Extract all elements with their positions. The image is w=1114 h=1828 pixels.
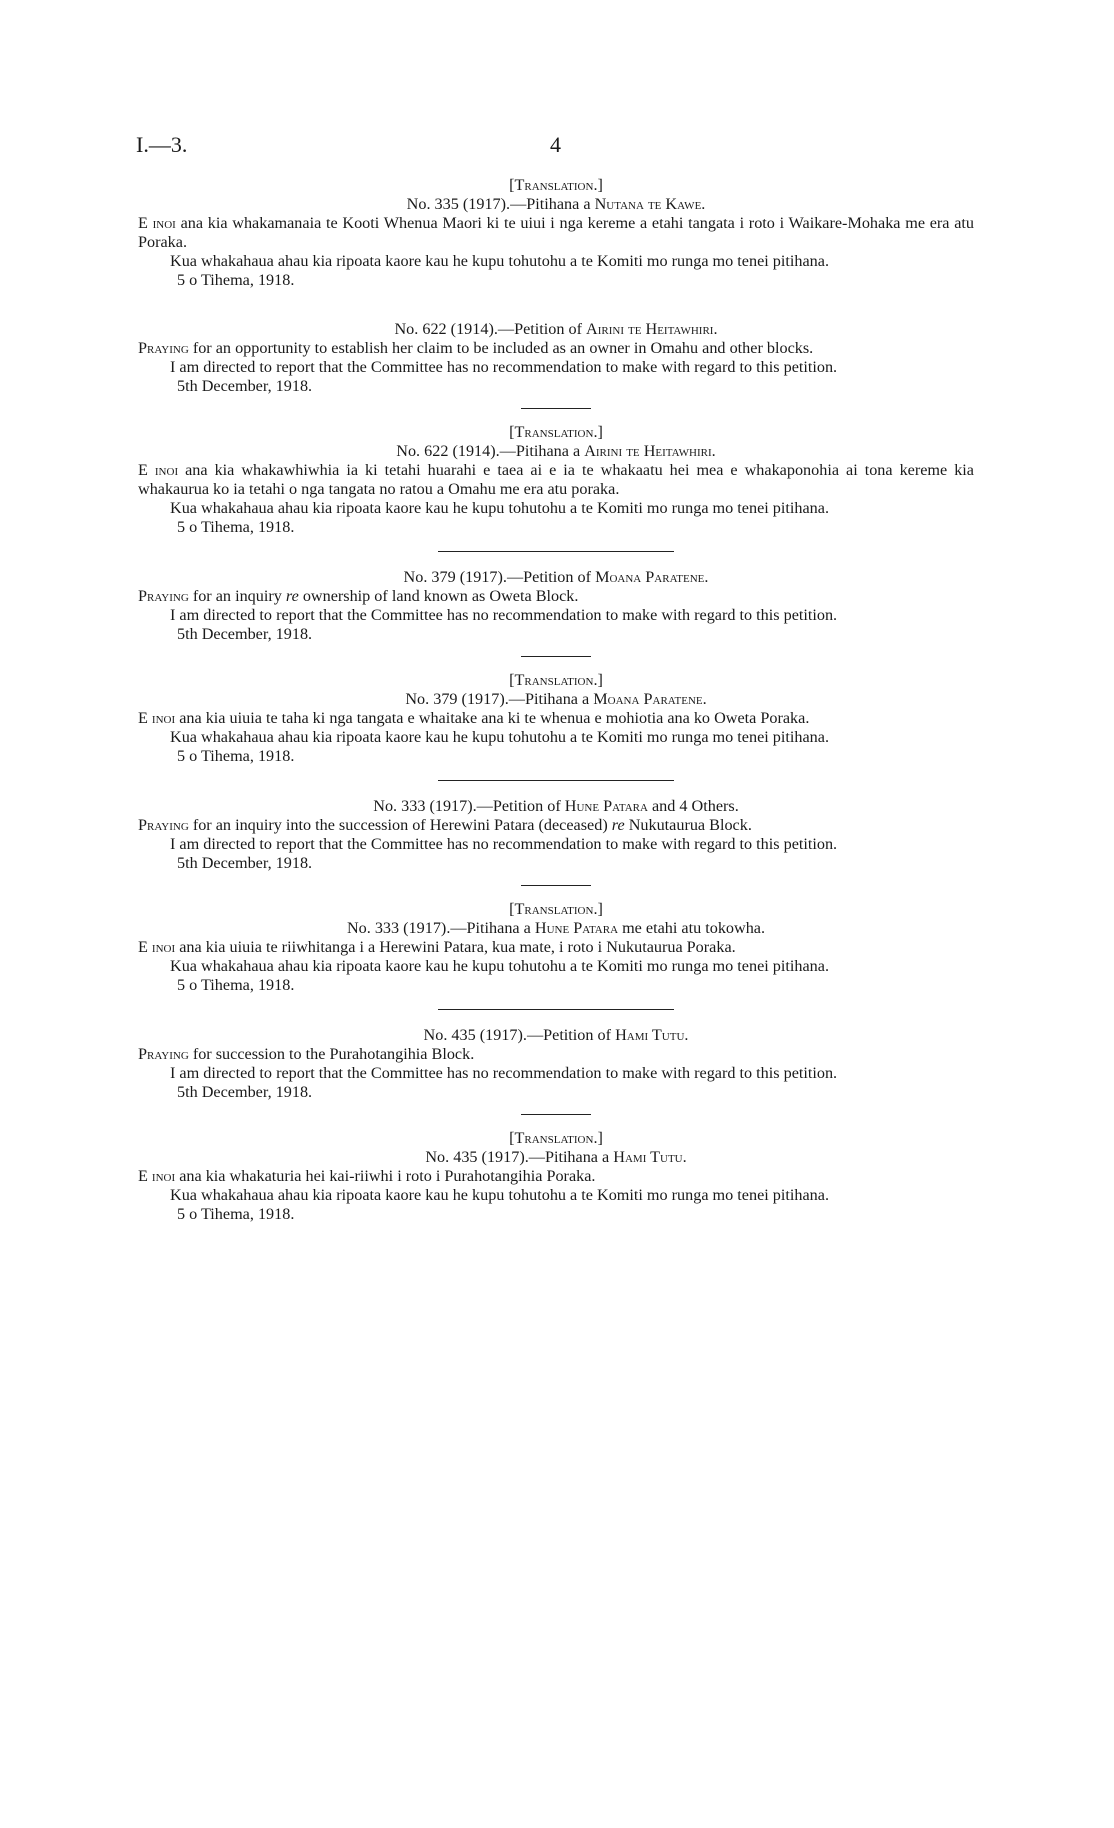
petition-number: No. 379 (1917).—Petition of <box>403 568 596 586</box>
prayer-lead: Praying <box>138 816 189 834</box>
petition-title: No. 333 (1917).—Pitihana a Hune Patara me etahi atu tokowha. <box>346 919 766 937</box>
petition-number: No. 622 (1914).—Pitihana a <box>396 442 585 460</box>
petition-prayer: E inoi ana kia whakaturia hei kai-riiwhi i roto i Purahotangihia Poraka. <box>138 1167 596 1185</box>
translation-label: [Translation.] <box>509 671 603 689</box>
petition-title <box>138 195 974 214</box>
petition-435 <box>138 1026 974 1102</box>
petition-title <box>138 690 974 709</box>
prayer-lead: E inoi <box>138 461 179 479</box>
section-divider-short <box>521 1114 591 1115</box>
petition-333 <box>138 797 974 873</box>
petition-number: No. 435 (1917).—Petition of <box>423 1026 616 1044</box>
committee-report: Kua whakahaua ahau kia ripoata kaore kau he kupu tohutohu a te Komiti mo runga mo tenei pitihana. <box>170 1186 829 1204</box>
petition-333-translation <box>138 900 974 995</box>
petitioner-name: Hune Patara <box>534 919 619 937</box>
petition-prayer: Praying for an inquiry into the succession of Herewini Patara (deceased) re Nukutaurua Block. <box>138 816 752 834</box>
petition-prayer: E inoi ana kia whakawhiwhia ia ki tetahi huarahi e taea ai e ia te whakaatu hei mea e whakaponohia ai tona kereme kia whakaurua ko ia tetahi o nga tangata no ratou a Omahu me era atu poraka. <box>138 461 974 498</box>
report-date: 5th December, 1918. <box>177 377 313 395</box>
report-date: 5 o Tihema, 1918. <box>177 271 295 289</box>
report-date: 5 o Tihema, 1918. <box>177 976 295 994</box>
petitioner-name: Nutana te Kawe. <box>594 195 706 213</box>
report-date: 5th December, 1918. <box>177 625 313 643</box>
petition-379 <box>138 568 974 644</box>
petitioner-name: Airini te Heitawhiri. <box>584 442 716 460</box>
petition-title <box>138 1148 974 1167</box>
petition-435-translation <box>138 1129 974 1224</box>
committee-report: I am directed to report that the Committee has no recommendation to make with regard to this petition. <box>170 1064 838 1082</box>
petition-prayer: E inoi ana kia uiuia te riiwhitanga i a Herewini Patara, kua mate, i roto i Nukutaurua Poraka. <box>138 938 736 956</box>
prayer-lead: E inoi <box>138 938 176 956</box>
petition-379-translation <box>138 671 974 766</box>
petitioner-name: Moana Paratene. <box>593 690 707 708</box>
committee-report: Kua whakahaua ahau kia ripoata kaore kau he kupu tohutohu a te Komiti mo runga mo tenei pitihana. <box>170 499 829 517</box>
section-divider-long <box>438 780 674 781</box>
parliamentary-paper-reference: I.—3. <box>136 132 188 157</box>
petition-335-translation <box>138 176 974 290</box>
petitioner-name: Hami Tutu. <box>613 1148 687 1166</box>
petitioner-name: Hune Patara <box>564 797 648 815</box>
petitioner-name: Hami Tutu. <box>615 1026 689 1044</box>
prayer-lead: E inoi <box>138 214 176 232</box>
petition-number: No. 335 (1917).—Pitihana a <box>406 195 595 213</box>
prayer-lead: E inoi <box>138 1167 176 1185</box>
petition-title <box>138 442 974 461</box>
section-divider-long <box>438 551 674 552</box>
section-divider-short <box>521 656 591 657</box>
petition-prayer: E inoi ana kia whakamanaia te Kooti Whenua Maori ki te uiui i nga kereme a etahi tangata i roto i Waikare-Mohaka me era atu Poraka. <box>138 214 974 251</box>
translation-label: [Translation.] <box>509 423 603 441</box>
petition-prayer: E inoi ana kia uiuia te taha ki nga tangata e whaitake ana ki te whenua e mohiotia ana ko Oweta Poraka. <box>138 709 810 727</box>
petition-prayer: Praying for an inquiry re ownership of land known as Oweta Block. <box>138 587 579 605</box>
committee-report: Kua whakahaua ahau kia ripoata kaore kau he kupu tohutohu a te Komiti mo runga mo tenei pitihana. <box>170 957 829 975</box>
petition-622-translation <box>138 423 974 537</box>
report-date: 5th December, 1918. <box>177 1083 313 1101</box>
petition-number: No. 379 (1917).—Pitihana a <box>405 690 594 708</box>
petition-number: No. 435 (1917).—Pitihana a <box>425 1148 614 1166</box>
translation-label: [Translation.] <box>509 900 603 918</box>
petition-title: No. 333 (1917).—Petition of Hune Patara and 4 Others. <box>373 797 739 815</box>
committee-report: Kua whakahaua ahau kia ripoata kaore kau he kupu tohutohu a te Komiti mo runga mo tenei pitihana. <box>170 728 829 746</box>
section-divider-short <box>521 408 591 409</box>
translation-label: [Translation.] <box>509 176 603 194</box>
report-date: 5 o Tihema, 1918. <box>177 747 295 765</box>
translation-label: [Translation.] <box>509 1129 603 1147</box>
petitioner-name: Moana Paratene. <box>595 568 709 586</box>
petition-title <box>138 1026 974 1045</box>
prayer-lead: Praying <box>138 587 189 605</box>
petition-number: No. 333 (1917).—Petition of <box>373 797 565 815</box>
committee-report: I am directed to report that the Committee has no recommendation to make with regard to this petition. <box>170 358 838 376</box>
petition-prayer: Praying for succession to the Purahotangihia Block. <box>138 1045 475 1063</box>
petition-title <box>138 568 974 587</box>
committee-report: I am directed to report that the Committee has no recommendation to make with regard to this petition. <box>170 835 838 853</box>
prayer-lead: E inoi <box>138 709 176 727</box>
committee-report: Kua whakahaua ahau kia ripoata kaore kau he kupu tohutohu a te Komiti mo runga mo tenei pitihana. <box>170 252 829 270</box>
petition-prayer: Praying for an opportunity to establish her claim to be included as an owner in Omahu and other blocks. <box>138 339 814 357</box>
petition-622 <box>138 320 974 396</box>
petition-number: No. 333 (1917).—Pitihana a <box>346 919 535 937</box>
section-divider-short <box>521 885 591 886</box>
prayer-lead: Praying <box>138 339 189 357</box>
petitioner-name: Airini te Heitawhiri. <box>586 320 718 338</box>
report-date: 5 o Tihema, 1918. <box>177 1205 295 1223</box>
page-number: 4 <box>550 132 561 157</box>
report-date: 5 o Tihema, 1918. <box>177 518 295 536</box>
report-date: 5th December, 1918. <box>177 854 313 872</box>
petitions-column <box>138 176 974 1224</box>
petition-number: No. 622 (1914).—Petition of <box>394 320 587 338</box>
section-divider-long <box>438 1009 674 1010</box>
petition-title <box>138 320 974 339</box>
prayer-lead: Praying <box>138 1045 189 1063</box>
committee-report: I am directed to report that the Committee has no recommendation to make with regard to this petition. <box>170 606 838 624</box>
